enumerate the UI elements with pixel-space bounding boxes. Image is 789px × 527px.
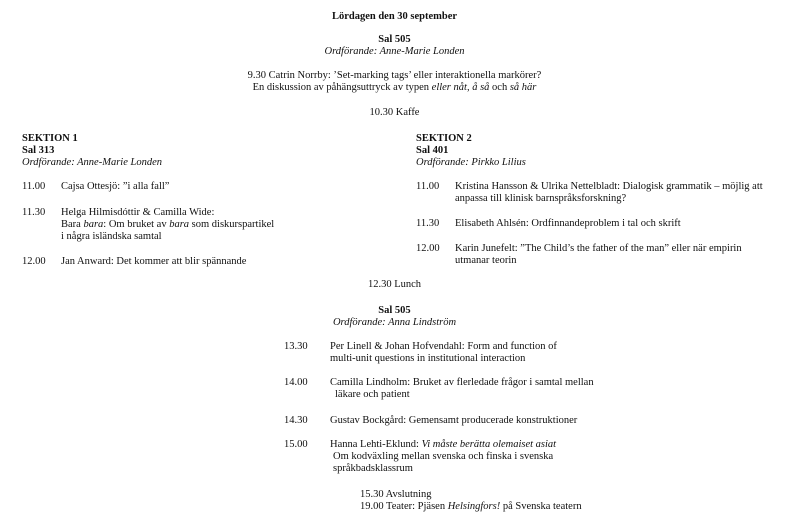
- theatre-line: 19.00 Teater: Pjäsen Helsingfors! på Svenska teatern: [360, 501, 582, 512]
- morning-talk-line2: En diskussion av påhängsuttryck av typen eller nåt, å så och så här: [252, 82, 537, 93]
- pm-talk: Gustav Bockgård: Gemensamt producerade konstruktioner: [330, 415, 578, 426]
- s2-talk: Elisabeth Ahlsén: Ordfinnandeproblem i tal och skrift: [455, 218, 681, 229]
- closing-line: 15.30 Avslutning: [360, 489, 432, 500]
- section-2-chair: Ordförande: Pirkko Lilius: [416, 157, 526, 168]
- s2-time: 11.30: [416, 218, 440, 229]
- pm-talk-line2: multi-unit questions in institutional interaction: [330, 353, 526, 364]
- s1-time: 11.30: [22, 207, 46, 218]
- pm-time: 13.30: [284, 341, 308, 352]
- pm-time: 14.30: [284, 415, 308, 426]
- pm-time: 14.00: [284, 377, 308, 388]
- s1-talk: Cajsa Ottesjö: ”i alla fall”: [61, 181, 170, 192]
- afternoon-room: Sal 505: [378, 305, 411, 316]
- pm-talk: Per Linell & Johan Hofvendahl: Form and function of: [330, 341, 557, 352]
- section-2-title: SEKTION 2: [416, 133, 472, 144]
- s1-talk: Helga Hilmisdóttir & Camilla Wide:: [61, 207, 215, 218]
- s2-talk: Karin Junefelt: ”The Child’s the father of the man” eller när empirin: [455, 243, 742, 254]
- morning-chair: Ordförande: Anne-Marie Londen: [324, 46, 465, 57]
- section-1-chair: Ordförande: Anne-Marie Londen: [22, 157, 162, 168]
- s2-talk: Kristina Hansson & Ulrika Nettelbladt: Dialogisk grammatik – möjlig att: [455, 181, 763, 192]
- coffee-break: 10.30 Kaffe: [369, 107, 420, 118]
- s2-time: 11.00: [416, 181, 440, 192]
- pm-talk-line2: Om kodväxling mellan svenska och finska i svenska: [333, 451, 554, 462]
- section-2-room: Sal 401: [416, 145, 449, 156]
- section-1-title: SEKTION 1: [22, 133, 78, 144]
- pm-talk-line3: språkbadsklassrum: [333, 463, 413, 474]
- afternoon-chair: Ordförande: Anna Lindström: [332, 317, 457, 328]
- s1-time: 11.00: [22, 181, 46, 192]
- s1-time: 12.00: [22, 256, 46, 267]
- s2-talk-line2: utmanar teorin: [455, 255, 517, 266]
- morning-room: Sal 505: [378, 34, 411, 45]
- section-1-room: Sal 313: [22, 145, 55, 156]
- morning-talk-line1: 9.30 Catrin Norrby: ’Set-marking tags’ eller interaktionella markörer?: [247, 70, 542, 81]
- pm-talk-line2: läkare och patient: [335, 389, 410, 400]
- s1-talk: Jan Anward: Det kommer att blir spännande: [61, 256, 247, 267]
- lunch-break: 12.30 Lunch: [367, 279, 422, 290]
- day-title: Lördagen den 30 september: [331, 11, 458, 22]
- s2-time: 12.00: [416, 243, 440, 254]
- s1-talk-line3: i några isländska samtal: [61, 231, 162, 242]
- s1-talk-line2: Bara bara: Om bruket av bara som diskurspartikel: [61, 219, 275, 230]
- pm-talk: Hanna Lehti-Eklund: Vi måste berätta olemaiset asiat: [330, 439, 557, 450]
- pm-time: 15.00: [284, 439, 308, 450]
- s2-talk-line2: anpassa till klinisk barnspråksforskning?: [455, 193, 627, 204]
- pm-talk: Camilla Lindholm: Bruket av flerledade frågor i samtal mellan: [330, 377, 594, 388]
